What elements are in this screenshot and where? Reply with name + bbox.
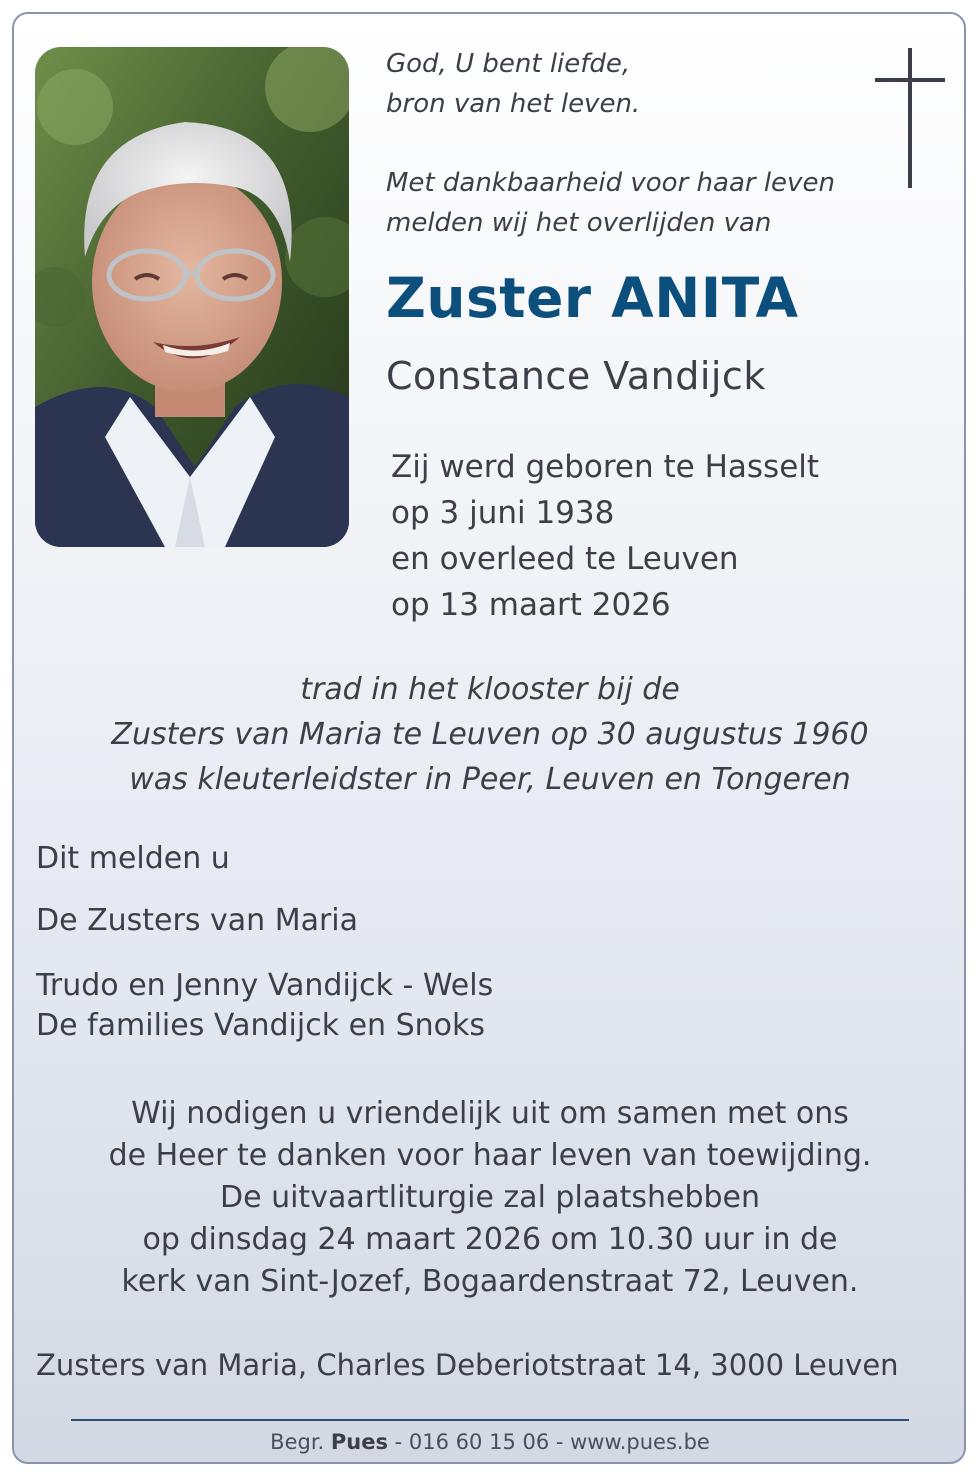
portrait-image [35,47,349,547]
congregation-name: De Zusters van Maria [36,903,359,938]
funeral-director-footer: Begr. Pues - 016 60 15 06 - www.pues.be [270,1430,710,1454]
footer-divider [71,1419,909,1421]
gratitude-text: Met dankbaarheid voor haar leven melden wij het overlijden van [386,168,835,238]
birth-death-details: Zij werd geboren te Hasselt op 3 juni 1938 en overleed te Leuven op 13 maart 2026 [391,449,820,623]
family-names: Trudo en Jenny Vandijck - Wels De families Vandijck en Snoks [36,968,494,1043]
convent-details: trad in het klooster bij de Zusters van Maria te Leuven op 30 augustus 1960 was kleuterleidster in Peer, Leuven en Tongeren [111,672,869,797]
cross-icon [875,48,945,188]
portrait-photo [35,47,349,547]
announcement-intro: Dit melden u [36,841,230,876]
intro-verse: God, U bent liefde, bron van het leven. [386,49,641,119]
funeral-invitation: Wij nodigen u vriendelijk uit om samen met ons de Heer te danken voor haar leven van toewijding. De uitvaartliturgie zal plaatshebben op dinsdag 24 maart 2026 om 10.30 uur in de kerk van Sint-Jozef, Bogaardenstraat 72, Leuven. [108,1096,872,1299]
civil-name: Constance Vandijck [386,354,766,398]
contact-address: Zusters van Maria, Charles Deberiotstraat 14, 3000 Leuven [36,1348,899,1382]
deceased-name: Zuster ANITA [386,266,799,330]
